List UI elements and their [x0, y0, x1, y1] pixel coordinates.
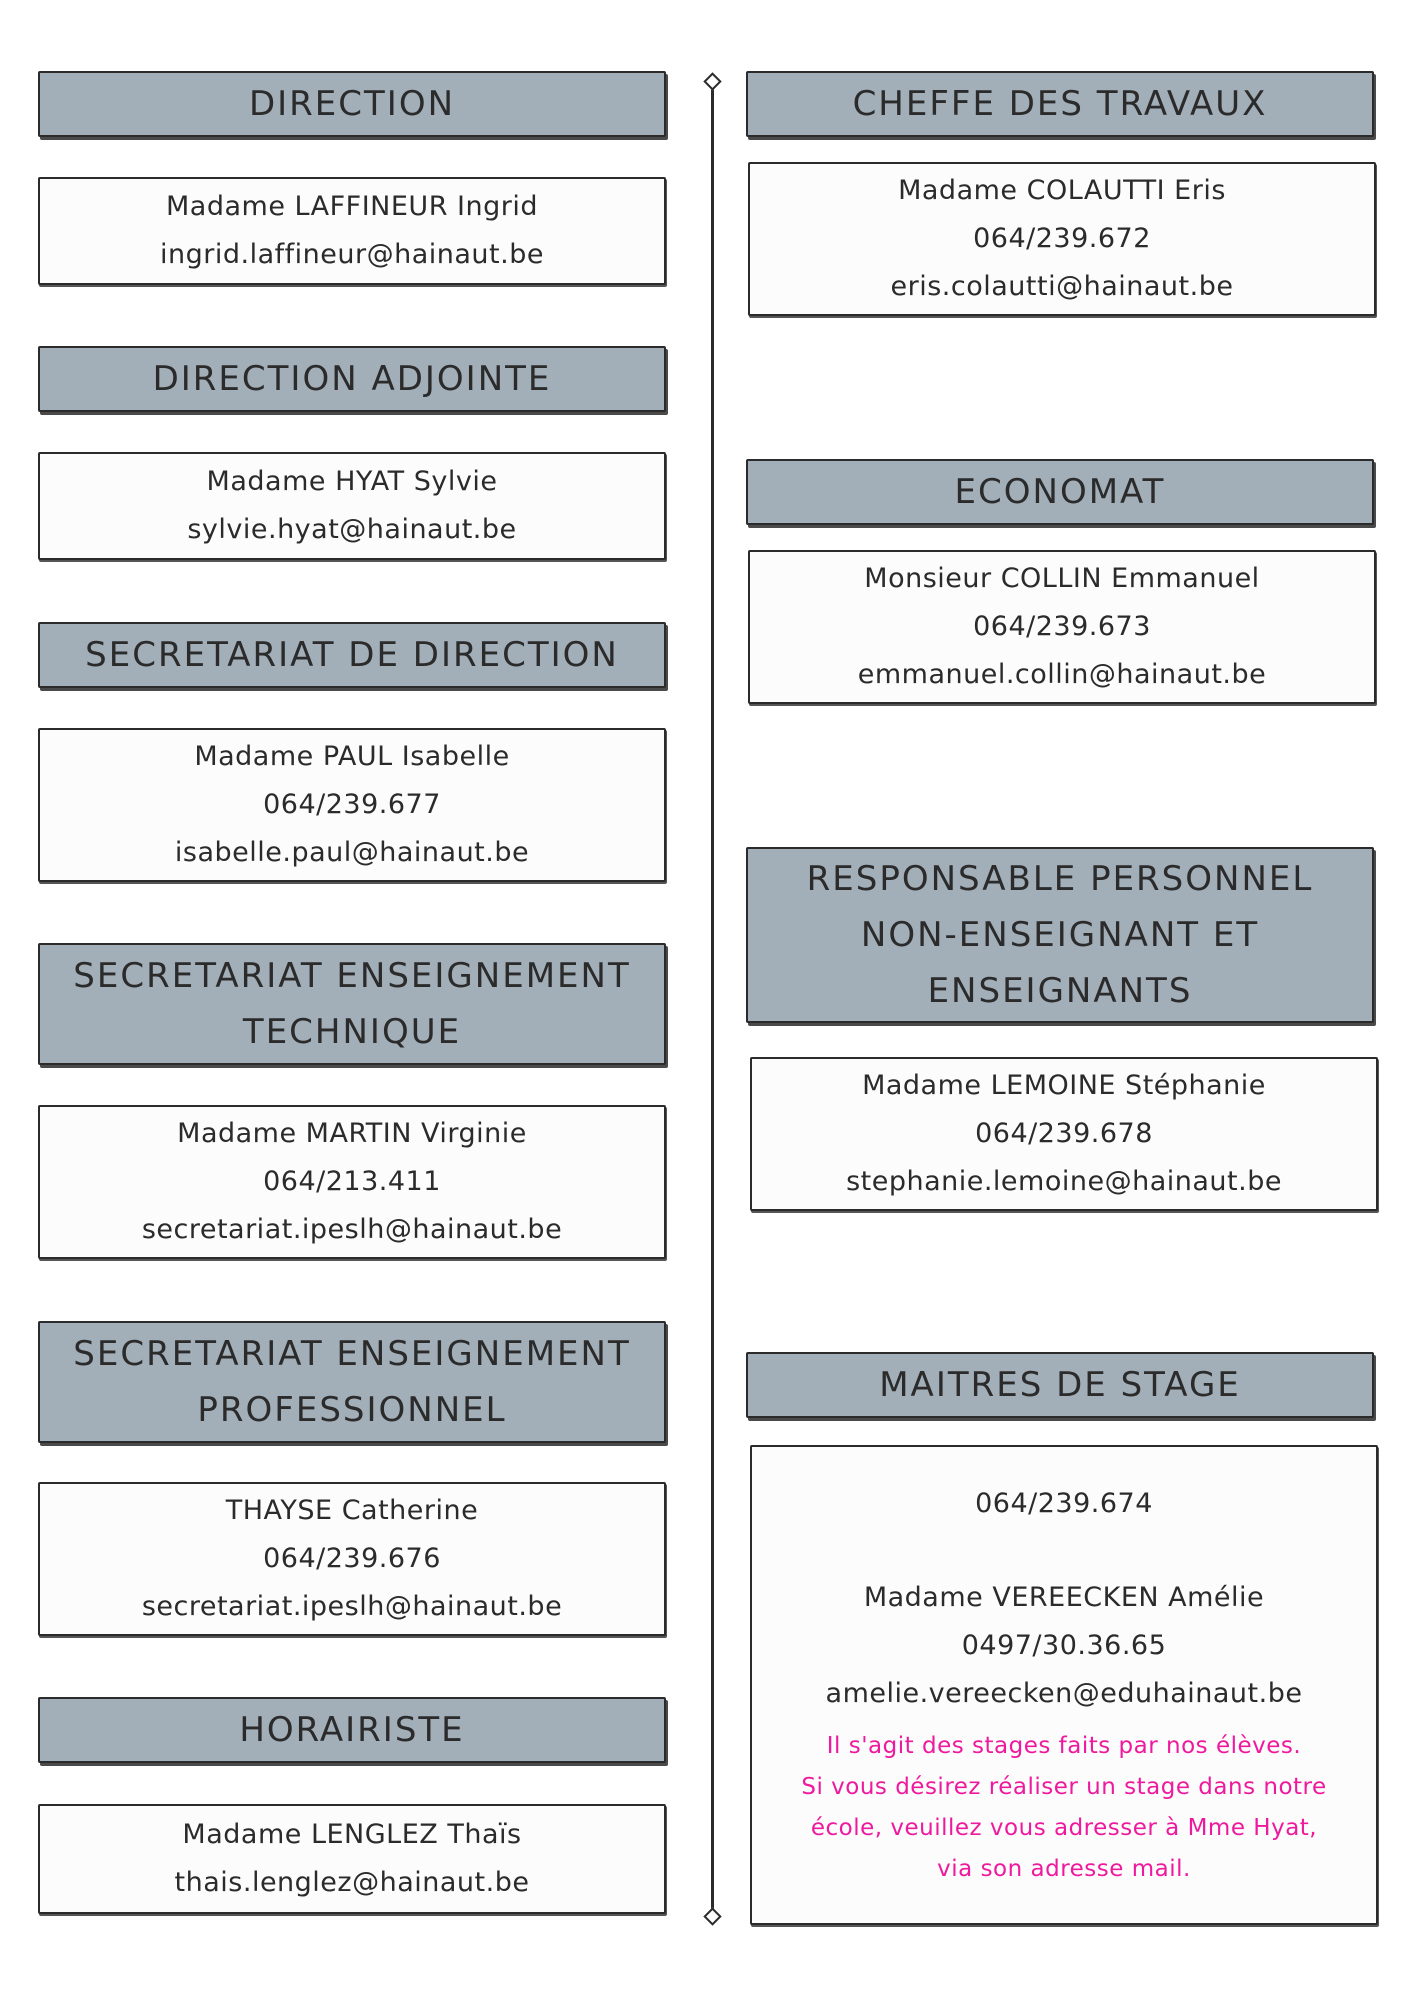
section-title-line: PROFESSIONNEL: [197, 1390, 507, 1430]
section-header-secretariat-professionnel: [38, 1321, 666, 1443]
section-title: DIRECTION ADJOINTE: [152, 359, 552, 399]
section-title-line: NON-ENSEIGNANT ET: [860, 915, 1260, 955]
contact-name: Madame HYAT Sylvie: [206, 466, 498, 497]
contact-email: thais.lenglez@hainaut.be: [174, 1867, 530, 1898]
stage-note-line: école, veuillez vous adresser à Mme Hyat,: [810, 1815, 1318, 1841]
contact-name: Madame PAUL Isabelle: [194, 741, 510, 772]
stage-note: [801, 1726, 1326, 1890]
contact-card-horairiste: [38, 1804, 666, 1914]
section-header-maitres-stage: [746, 1352, 1374, 1418]
contact-phone: 064/213.411: [263, 1166, 441, 1197]
section-title: CHEFFE DES TRAVAUX: [852, 84, 1268, 124]
section-title: MAITRES DE STAGE: [879, 1365, 1241, 1405]
contact-name: Madame LEMOINE Stéphanie: [862, 1070, 1266, 1101]
contact-name: Madame VEREECKEN Amélie: [863, 1582, 1265, 1613]
contact-name: Madame MARTIN Virginie: [177, 1118, 527, 1149]
section-header-secretariat-technique: [38, 943, 666, 1065]
contact-phone: 064/239.677: [263, 789, 441, 820]
contact-email: sylvie.hyat@hainaut.be: [187, 514, 517, 545]
section-title-line: SECRETARIAT ENSEIGNEMENT: [73, 956, 631, 996]
contact-email: isabelle.paul@hainaut.be: [174, 837, 530, 868]
contact-phone: 064/239.673: [973, 611, 1151, 642]
contact-email: emmanuel.collin@hainaut.be: [857, 659, 1267, 690]
contact-card-maitres-stage: [750, 1445, 1378, 1925]
section-header-secretariat-direction: [38, 622, 666, 688]
contact-email: secretariat.ipeslh@hainaut.be: [141, 1214, 563, 1245]
contact-card-cheffe-travaux: [748, 162, 1376, 316]
contact-card-responsable-personnel: [750, 1057, 1378, 1211]
contact-card-secretariat-direction: [38, 728, 666, 882]
contact-email: ingrid.laffineur@hainaut.be: [160, 239, 544, 270]
contact-name: Madame LAFFINEUR Ingrid: [166, 191, 538, 222]
contact-card-secretariat-technique: [38, 1105, 666, 1259]
section-title-line: TECHNIQUE: [242, 1012, 462, 1052]
contact-phone: 064/239.674: [975, 1488, 1153, 1519]
section-title-line: RESPONSABLE PERSONNEL: [806, 859, 1314, 899]
contact-mobile: 0497/30.36.65: [961, 1630, 1167, 1661]
stage-note-line: Si vous désirez réaliser un stage dans notre: [801, 1774, 1327, 1800]
section-header-responsable-personnel: [746, 847, 1374, 1023]
section-header-economat: [746, 459, 1374, 525]
contact-email: amelie.vereecken@eduhainaut.be: [825, 1678, 1303, 1709]
contact-email: secretariat.ipeslh@hainaut.be: [141, 1591, 563, 1622]
contact-phone: 064/239.672: [973, 223, 1151, 254]
contact-name: Madame COLAUTTI Eris: [898, 175, 1226, 206]
section-title-line: SECRETARIAT ENSEIGNEMENT: [73, 1334, 631, 1374]
divider-top-diamond: [703, 72, 721, 90]
section-header-direction-adjointe: [38, 346, 666, 412]
section-title-line: ENSEIGNANTS: [927, 971, 1193, 1011]
section-header-direction: [38, 71, 666, 137]
contact-card-secretariat-professionnel: [38, 1482, 666, 1636]
section-title: HORAIRISTE: [239, 1710, 465, 1750]
contact-phone: 064/239.676: [263, 1543, 441, 1574]
contact-email: stephanie.lemoine@hainaut.be: [846, 1166, 1282, 1197]
section-header-cheffe-travaux: [746, 71, 1374, 137]
contact-phone: 064/239.678: [975, 1118, 1153, 1149]
contact-name: THAYSE Catherine: [225, 1495, 479, 1526]
stage-note-line: Il s'agit des stages faits par nos élèves.: [826, 1733, 1302, 1759]
contact-card-direction-adjointe: [38, 452, 666, 560]
divider-bottom-diamond: [703, 1907, 721, 1925]
section-title: SECRETARIAT DE DIRECTION: [85, 635, 619, 675]
contact-card-economat: [748, 550, 1376, 704]
section-title: DIRECTION: [248, 84, 456, 124]
contact-card-direction: [38, 177, 666, 285]
section-title: ECONOMAT: [954, 472, 1166, 512]
column-divider: [711, 78, 714, 1920]
contact-name: Madame LENGLEZ Thaïs: [182, 1819, 522, 1850]
section-header-horairiste: [38, 1697, 666, 1763]
stage-note-line: via son adresse mail.: [937, 1856, 1191, 1882]
contact-name: Monsieur COLLIN Emmanuel: [864, 563, 1260, 594]
contact-email: eris.colautti@hainaut.be: [890, 271, 1234, 302]
